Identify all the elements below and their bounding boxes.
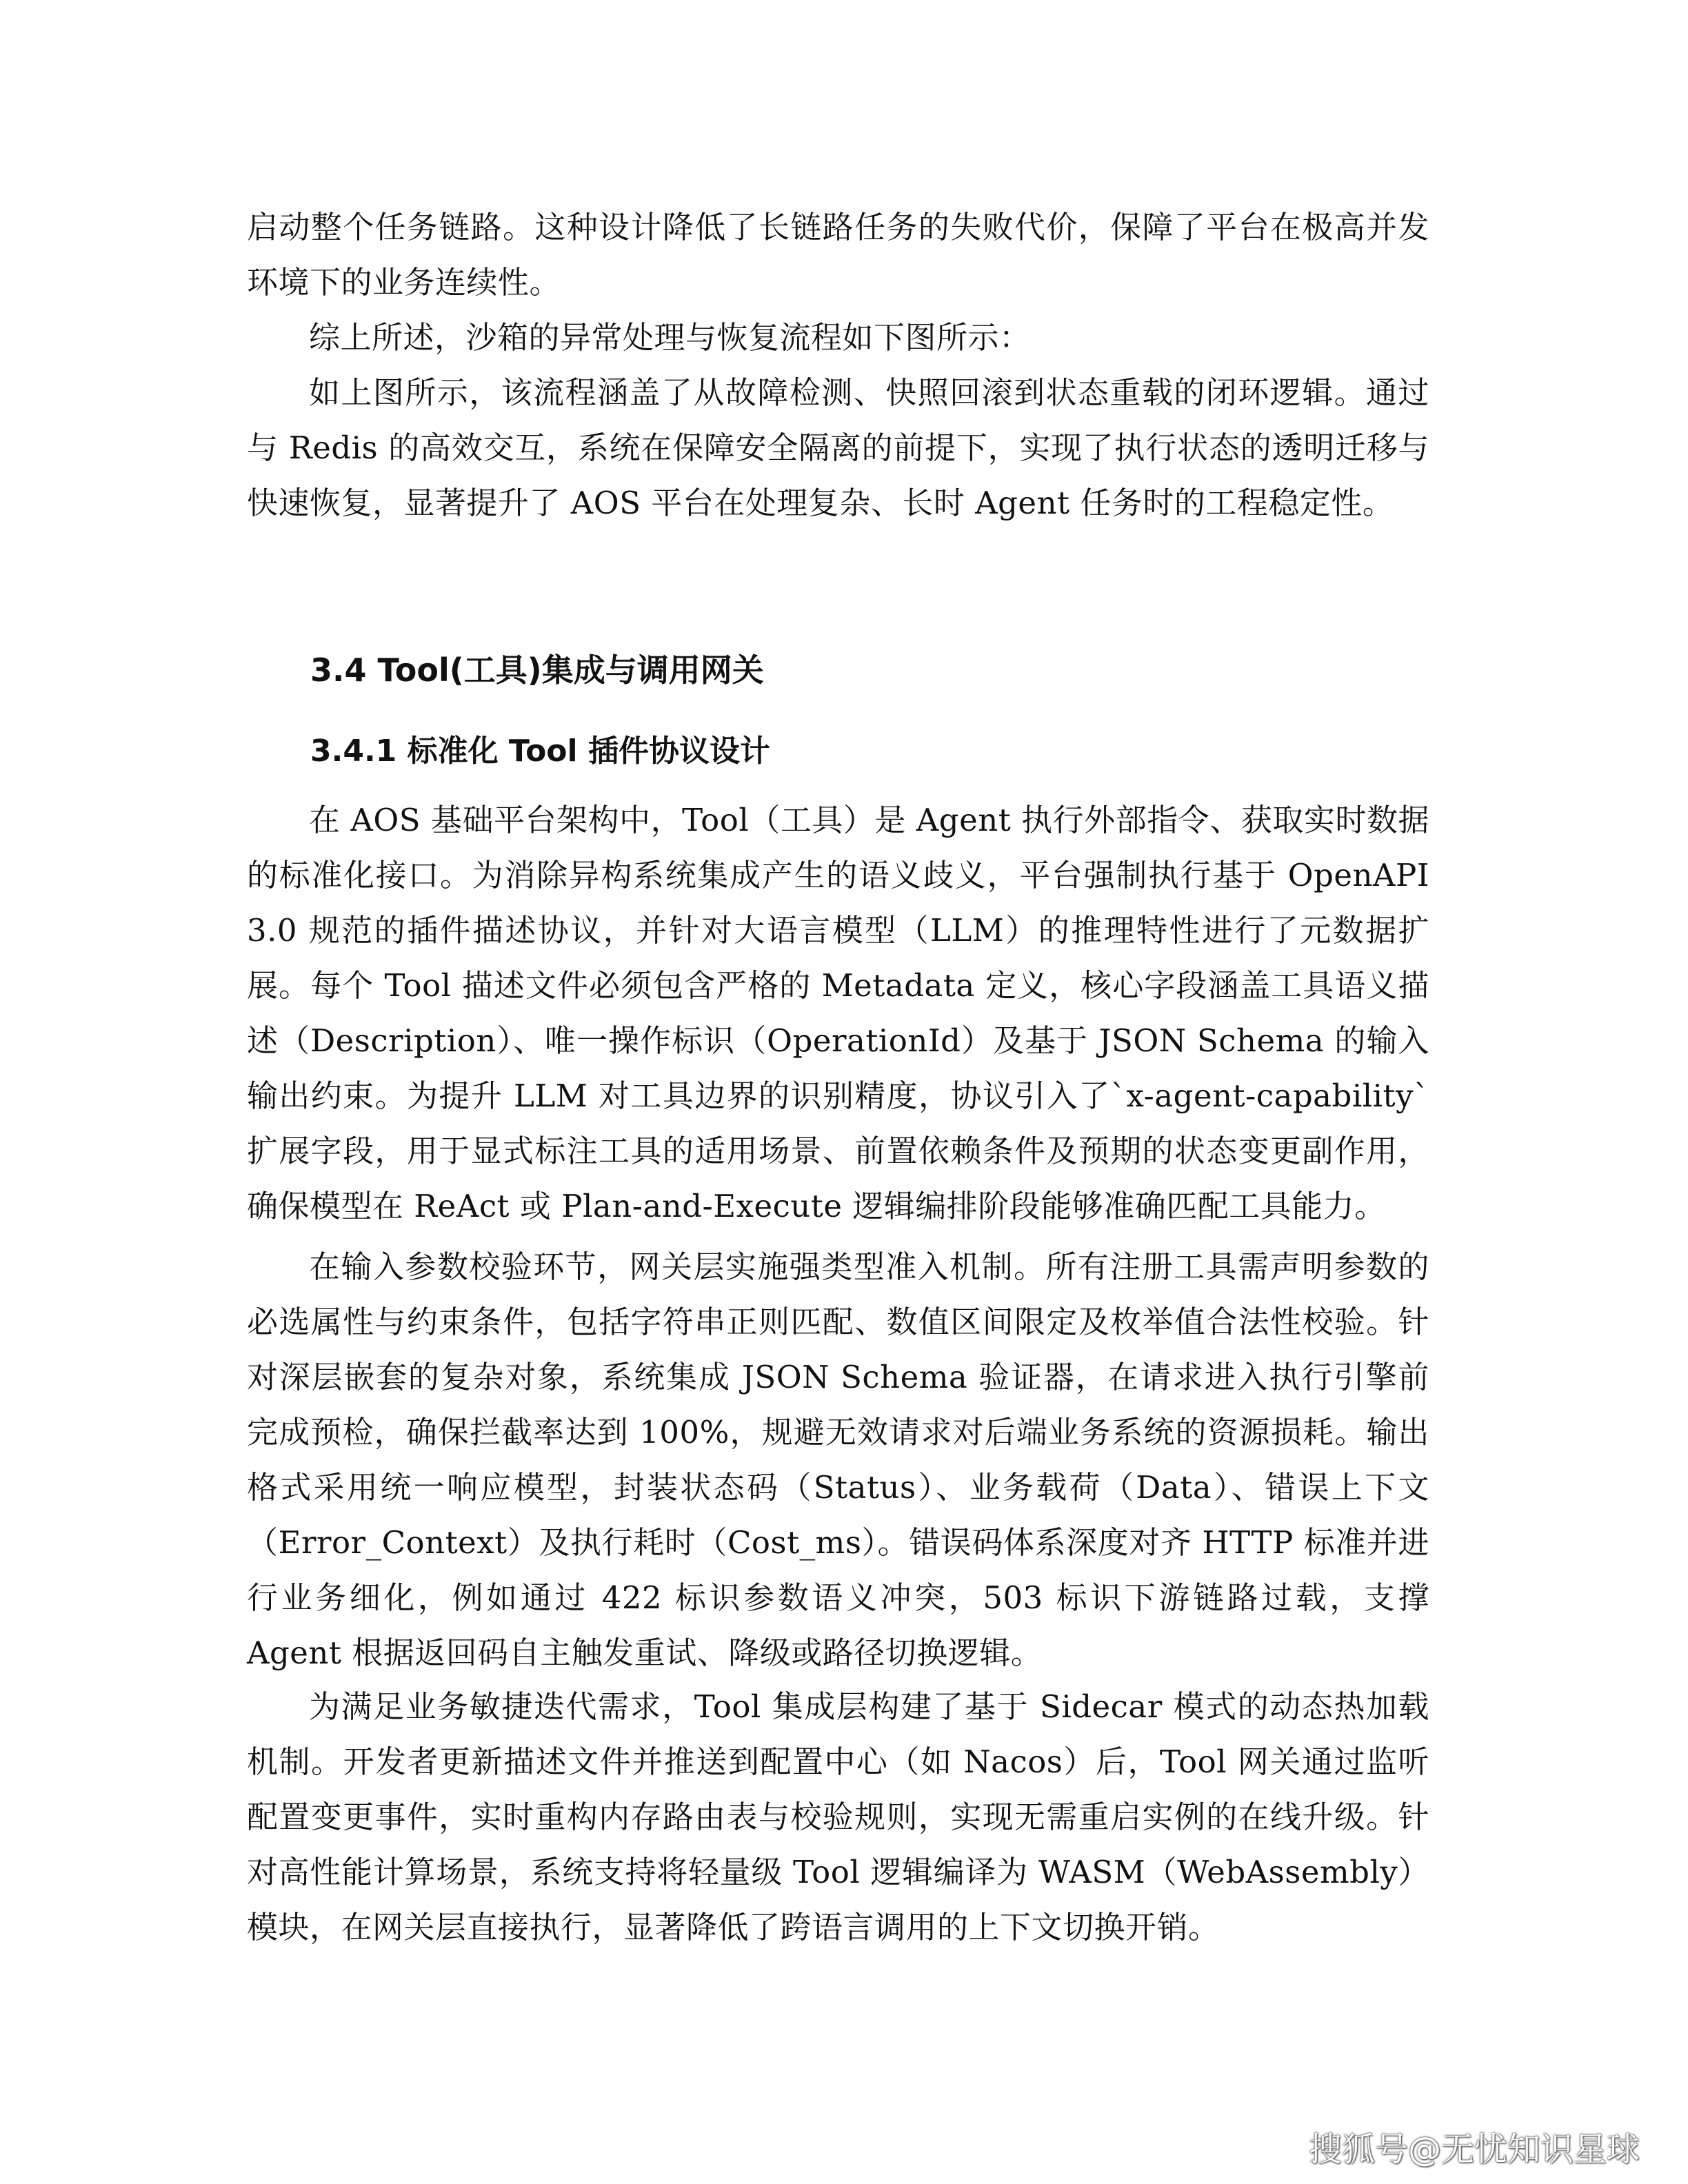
paragraph-tool-protocol bbox=[247, 793, 1429, 1234]
paragraph-summary: 综上所述，沙箱的异常处理与恢复流程如下图所示： bbox=[309, 319, 1031, 356]
watermark-text: 搜狐号@无忧知识星球 bbox=[1308, 2130, 1640, 2169]
subsection-heading: 3.4.1 标准化 Tool 插件协议设计 bbox=[310, 734, 770, 769]
paragraph: 为满足业务敏捷迭代需求，Tool 集成层构建了基于 Sidecar 模式的动态热加载机制。开发者更新描述文件并推送到配置中心（如 Nacos）后，Tool 网关通过监听配置变更事件，实时重构内存路由表与校验规则，实现无需重启实例的在线升级。针对高性能计算场景，系统支持将轻量级 Tool 逻辑编译为 WASM（WebAssembly）模块，在网关层直接执行，显著降低了跨语言调用的上下文切换开销。 bbox=[247, 1688, 1429, 1945]
paragraph: 在输入参数校验环节，网关层实施强类型准入机制。所有注册工具需声明参数的必选属性与约束条件，包括字符串正则匹配、数值区间限定及枚举值合法性校验。针对深层嵌套的复杂对象，系统集成 JSON Schema 验证器，在请求进入执行引擎前完成预检，确保拦截率达到 100%，规避无效请求对后端业务系统的资源损耗。输出格式采用统一响应模型，封装状态码（Status）、业务载荷（Data）、错误上下文（Error_Context）及执行耗时（Cost_ms）。错误码体系深度对齐 HTTP 标准并进行业务细化，例如通过 422 标识参数语义冲突，503 标识下游链路过载，支撑 Agent 根据返回码自主触发重试、降级或路径切换逻辑。 bbox=[247, 1248, 1429, 1671]
paragraph-group-top bbox=[247, 200, 1429, 531]
paragraph-hot-reload bbox=[247, 1679, 1429, 1955]
paragraph-continued: 启动整个任务链路。这种设计降低了长链路任务的失败代价，保障了平台在极高并发环境下的业务连续性。 bbox=[247, 209, 1429, 301]
paragraph-flow-description: 如上图所示，该流程涵盖了从故障检测、快照回滚到状态重载的闭环逻辑。通过与 Redis 的高效交互，系统在保障安全隔离的前提下，实现了执行状态的透明迁移与快速恢复，显著提升了 AOS 平台在处理复杂、长时 Agent 任务时的工程稳定性。 bbox=[247, 374, 1429, 521]
section-heading: 3.4 Tool(工具)集成与调用网关 bbox=[310, 651, 764, 689]
paragraph-param-validation bbox=[247, 1240, 1429, 1681]
paragraph: 在 AOS 基础平台架构中，Tool（工具）是 Agent 执行外部指令、获取实时数据的标准化接口。为消除异构系统集成产生的语义歧义，平台强制执行基于 OpenAPI 3.0 规范的插件描述协议，并针对大语言模型（LLM）的推理特性进行了元数据扩展。每个 Tool 描述文件必须包含严格的 Metadata 定义，核心字段涵盖工具语义描述（Description）、唯一操作标识（OperationId）及基于 JSON Schema 的输入输出约束。为提升 LLM 对工具边界的识别精度，协议引入了`x-agent-capability`扩展字段，用于显式标注工具的适用场景、前置依赖条件及预期的状态变更副作用，确保模型在 ReAct 或 Plan-and-Execute 逻辑编排阶段能够准确匹配工具能力。 bbox=[247, 802, 1429, 1224]
